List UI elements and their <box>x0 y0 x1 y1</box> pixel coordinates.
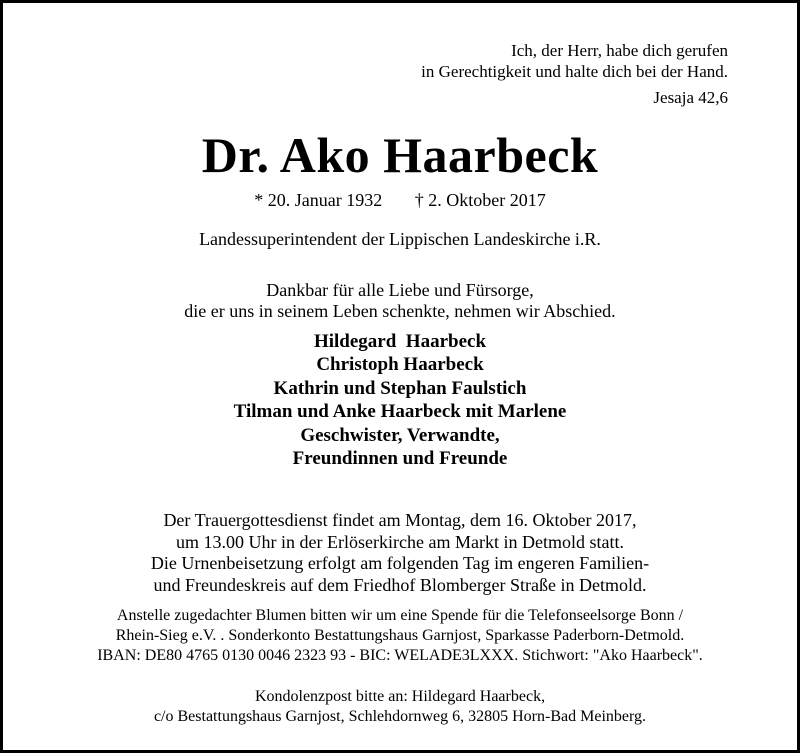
mourner-entry: Tilman und Anke Haarbeck mit Marlene <box>233 401 567 423</box>
verse-reference: Jesaja 42,6 <box>653 88 728 107</box>
donation-info <box>0 606 800 666</box>
bible-verse <box>421 40 728 82</box>
service-line: um 13.00 Uhr in der Erlöserkirche am Markt in Detmold statt. <box>176 531 624 552</box>
condolence-address <box>0 687 800 727</box>
donation-line: Anstelle zugedachter Blumen bitten wir um eine Spende für die Telefonseelsorge Bonn / <box>116 607 684 624</box>
mourners-list <box>0 330 800 470</box>
thanks-text <box>0 280 800 322</box>
deceased-name: Dr. Ako Haarbeck <box>201 127 599 183</box>
condolence-line: Kondolenzpost bitte an: Hildegard Haarbeck, <box>254 688 546 705</box>
service-line: und Freundeskreis auf dem Friedhof Blomberger Straße in Detmold. <box>153 574 647 595</box>
donation-line: IBAN: DE80 4765 0130 0046 2323 93 - BIC: WELADE3LXXX. Stichwort: "Ako Haarbeck". <box>97 647 703 664</box>
verse-line: in Gerechtigkeit und halte dich bei der Hand. <box>421 62 728 81</box>
death-date: † 2. Oktober 2017 <box>414 190 546 210</box>
birth-date: * 20. Januar 1932 <box>254 190 383 210</box>
donation-line: Rhein-Sieg e.V. . Sonderkonto Bestattungshaus Garnjost, Sparkasse Paderborn-Detmold. <box>115 627 685 644</box>
service-line: Die Urnenbeisetzung erfolgt am folgenden Tag im engeren Familien- <box>150 553 650 573</box>
service-info <box>0 510 800 596</box>
condolence-line: c/o Bestattungshaus Garnjost, Schlehdornweg 6, 32805 Horn-Bad Meinberg. <box>153 708 647 725</box>
verse-line: Ich, der Herr, habe dich gerufen <box>511 41 728 60</box>
mourner-entry: Hildegard Haarbeck <box>313 331 487 352</box>
service-line: Der Trauergottesdienst findet am Montag, dem 16. Oktober 2017, <box>163 510 637 530</box>
thanks-line: Dankbar für alle Liebe und Fürsorge, <box>266 280 534 300</box>
deceased-title: Landessuperintendent der Lippischen Landeskirche i.R. <box>199 229 601 249</box>
mourner-entry: Christoph Haarbeck <box>316 354 484 376</box>
mourner-entry: Geschwister, Verwandte, <box>300 424 500 446</box>
mourner-entry: Kathrin und Stephan Faulstich <box>273 377 527 399</box>
life-dates <box>0 190 800 211</box>
mourner-entry: Freundinnen und Freunde <box>292 448 508 470</box>
thanks-line: die er uns in seinem Leben schenkte, nehmen wir Abschied. <box>184 301 616 321</box>
